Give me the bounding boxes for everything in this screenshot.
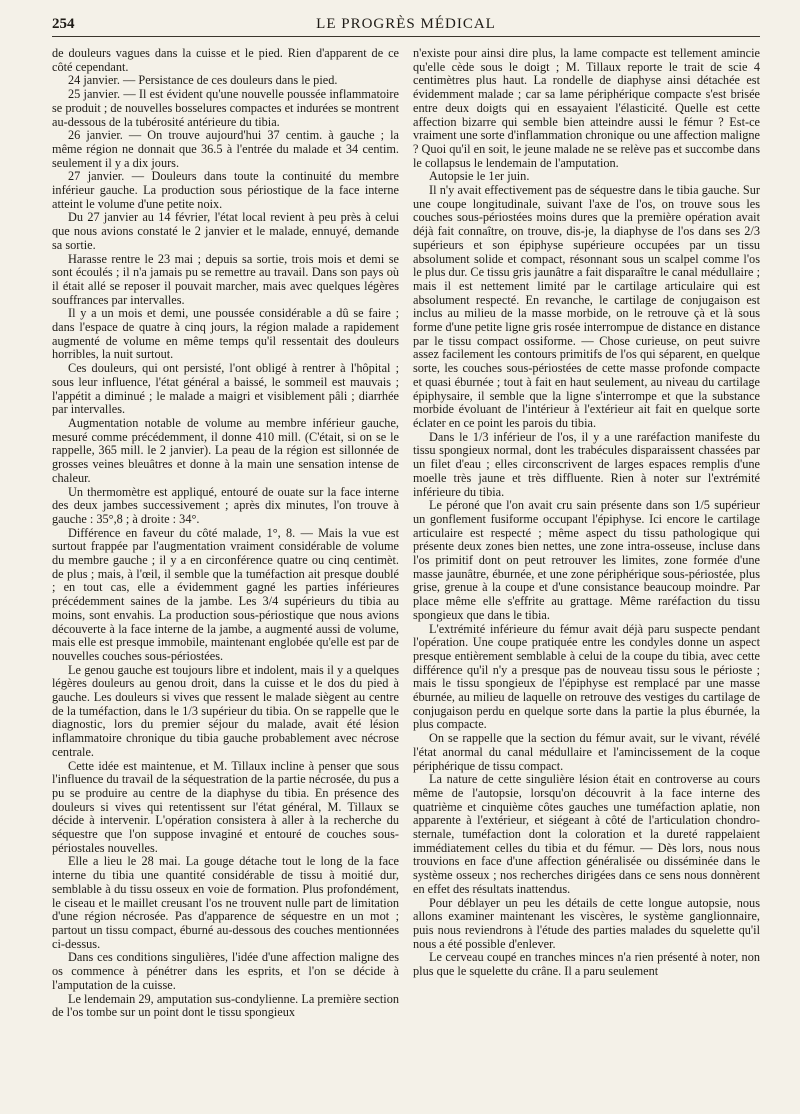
paragraph: L'extrémité inférieure du fémur avait déjà paru suspecte pendant l'opération. Une coupe pratiquée entre les condyles donne un aspect presque entièrement semblable à celui de la coupe du tibia, avec cette différence qu'il n'y a presque pas de nouveau tissu sous le périoste ; mais le tissu spongieux de l'épiphyse est remplacé par une masse éburnée, au milieu de laquelle on retrouve des vestiges du cartilage de conjugaison perdu en quelque sorte dans la partie la plus éburnée, la plus compacte. [413,621,760,732]
paragraph: Ces douleurs, qui ont persisté, l'ont obligé à rentrer à l'hôpital ; sous leur influence, l'état général a baissé, le sommeil est mauvais ; l'appétit a diminué ; le malade a maigri et visiblement pâli ; diarrhée par intervalles. [52,361,399,417]
left-column [52,47,399,1020]
paragraph: 25 janvier. — Il est évident qu'une nouvelle poussée inflammatoire se produit ; de nouvelles bosselures compactes et indurées se montrent au-dessous de la tubérosité antérieure du tibia. [52,87,399,129]
paragraph: Elle a lieu le 28 mai. La gouge détache tout le long de la face interne du tibia une quantité considérable de tissu à moitié dur, semblable à du tissu osseux en voie de formation. Plus profondément, le ciseau et le maillet creusant l'os ne trouvent nulle part de limitation d'une région nécrosée. Pas d'apparence de séquestre en un mot ; partout un tissu compact, éburné au-dessous des couches mentionnées ci-dessus. [52,854,399,951]
paragraph: Le genou gauche est toujours libre et indolent, mais il y a quelques légères douleurs au genou droit, dans la cuisse et le dos du pied à gauche. Les douleurs si vives que ressent le malade siègent au centre de la tuméfaction, dans le 1/3 supérieur du tibia. On se rappelle que le diagnostic, lors du premier séjour du malade, avait été lésion inflammatoire chronique du tibia gauche probablement avec nécrose centrale. [52,662,399,759]
paragraph: Un thermomètre est appliqué, entouré de ouate sur la face interne des deux jambes successivement ; après dix minutes, l'on trouve à gauche : 35°,8 ; à droite : 34°. [52,484,399,526]
paragraph: de douleurs vagues dans la cuisse et le pied. Rien d'apparent de ce côté cependant. [52,47,399,74]
page-number: 254 [52,16,75,32]
journal-title: LE PROGRÈS MÉDICAL [316,16,496,32]
paragraph: n'existe pour ainsi dire plus, la lame compacte est tellement amincie qu'elle cède sous le doigt ; M. Tillaux reporte le trait de scie 4 centimètres plus haut. La rondelle de diaphyse ainsi détachée est évidemment malade ; car sa lame périphérique compacte s'est brisée entre deux doigts qui en essayaient l'élasticité. Quelle est cette affection bizarre qui semble bien atteindre aussi le fémur ? Est-ce vraiment une sorte d'inflammation chronique ou une affection maligne ? Quoi qu'il en soit, le jeune malade ne se relève pas et succombe dans le collapsus le lendemain de l'amputation. [413,47,760,170]
paragraph: Dans le 1/3 inférieur de l'os, il y a une raréfaction manifeste du tissu spongieux normal, dont les trabécules disparaissent chassées par un filet d'eau ; elles circonscrivent de larges espaces remplis d'une moelle très jaune et très diffluente. Rien à noter sur l'extrémité inférieure du tibia. [413,429,760,499]
paragraph: Dans ces conditions singulières, l'idée d'une affection maligne des os commence à pénétrer dans les esprits, et l'on se décide à l'amputation de la cuisse. [52,950,399,992]
paragraph: Pour déblayer un peu les détails de cette longue autopsie, nous allons examiner maintenant les viscères, le système ganglionnaire, puis nous reviendrons à l'étude des parties malades du squelette qu'il nous a été possible d'enlever. [413,895,760,951]
paragraph: Harasse rentre le 23 mai ; depuis sa sortie, trois mois et demi se sont écoulés ; il n'a jamais pu se remettre au travail. Dans son pays où il était allé se reposer il pouvait marcher, mais avec quelques légères souffrances par intervalles. [52,251,399,307]
paragraph: On se rappelle que la section du fémur avait, sur le vivant, révélé l'état anormal du canal médullaire et l'amincissement de la coque périphérique de tissu compact. [413,731,760,773]
paragraph: Il y a un mois et demi, une poussée considérable a dû se faire ; dans l'espace de quatre à cinq jours, la région malade a rapidement augmenté de volume en même temps qu'il ressentait des douleurs horribles, la nuit surtout. [52,306,399,362]
paragraph: Cette idée est maintenue, et M. Tillaux incline à penser que sous l'influence du travail de la séquestration de la partie nécrosée, du pus a pu se produire au centre de la diaphyse du tibia. En présence des douleurs si vives qui retentissent sur l'état général, M. Tillaux se décide à intervenir. L'opération consistera à aller à la recherche du séquestre que l'on suppose invaginé et entouré de couches sous-périostales nouvelles. [52,758,399,855]
paragraph: Augmentation notable de volume au membre inférieur gauche, mesuré comme précédemment, il donne 410 mill. (C'était, si on se le rappelle, 365 mill. le 2 janvier). La peau de la région est sillonnée de grosses veines bleuâtres et donne à la main une sensation intense de chaleur. [52,415,399,485]
paragraph: Le cerveau coupé en tranches minces n'a rien présenté à noter, non plus que le squelette du crâne. Il a paru seulement [413,950,760,979]
text-columns [52,47,760,1020]
paragraph: Autopsie le 1er juin. [429,169,530,184]
paragraph: La nature de cette singulière lésion était en controverse au cours même de l'autopsie, lorsqu'on découvrit à la face interne des quatrième et cinquième côtes gauches une tuméfaction aplatie, non apparente à l'extérieur, et siégeant à côté de l'articulation chondro-sternale, tuméfaction dont la coloration et la dureté rappelaient immédiatement celles du tibia et du fémur. — Dès lors, nous nous trouvions en face d'une affection généralisée ou disséminée dans le système osseux ; nos recherches dirigées dans ce sens nous donnèrent en effet des résultats inattendus. [413,772,760,896]
page-header [52,10,760,37]
paragraph: 24 janvier. — Persistance de ces douleurs dans le pied. [68,73,338,88]
paragraph: Il n'y avait effectivement pas de séquestre dans le tibia gauche. Sur une coupe longitudinale, suivant l'axe de l'os, on trouve sous les couches sous-périostées moins dures que la première opération avait déjà fait connaître, on trouve, dis-je, la diaphyse de l'os dans ses 2/3 supérieurs et son épiphyse supérieure occupées par un tissu absolument solide et compact, résonnant sous un scalpel comme l'os le plus dur. Ce tissu gris jaunâtre a fait disparaître le canal médullaire ; mais il est nettement limité par le cartilage articulaire qui est absolument respecté. En revanche, le cartilage de conjugaison est inclus au milieu de la masse morbide, on le retrouve çà et là sous forme d'une petite ligne gris rosée interrompue de distance en distance par le tissu compact ossiforme. — Chose curieuse, on peut suivre assez facilement les contours primitifs de l'os qui séparent, en quelque sorte, les couches sous-périostées de cette masse profonde compacte et quasi éburnée ; tout à fait en haut seulement, au niveau du cartilage épiphysaire, il semble que la ligne s'interrompe et que la substance morbide évoluant de l'intérieur à l'extérieur ait fait en quelque sorte éclater en ce point les parois du tibia. [413,183,760,430]
paragraph: 26 janvier. — On trouve aujourd'hui 37 centim. à gauche ; la même région ne donnait que 36.5 à l'entrée du malade et 34 centim. seulement il y a dix jours. [52,128,399,170]
right-column [413,47,760,1020]
paragraph: Le péroné que l'on avait cru sain présente dans son 1/5 supérieur un gonflement fusiforme occupant l'épiphyse. Ici encore le cartilage articulaire est respecté ; même aspect du tissu pathologique qui présente deux zones bien nettes, une zone intra-osseuse, incluse dans l'os primitif dont on peut retrouver les limites, zone formée d'une masse jaunâtre, éburnée, et une zone périphérique sous-périostée, plus grise, grenue à la coupe et d'une consistance beaucoup moindre. Par place même elle s'effrite au grattage. Même raréfaction du tissu spongieux que dans le tibia. [413,498,760,622]
paragraph: Le lendemain 29, amputation sus-condylienne. La première section de l'os tombe sur un point dont le tissu spongieux [52,991,399,1020]
paragraph: Différence en faveur du côté malade, 1°, 8. — Mais la vue est surtout frappée par l'augmentation vraiment considérable de volume du membre gauche ; il y a en circonférence quatre ou cinq centimèt. de plus ; mais, à l'œil, il semble que la tuméfaction ait presque doublé ; en tout cas, elle a évidemment gagné les parties inférieures précédemment saines de la jambe. Les 3/4 supérieurs du tibia au moins, sont envahis. La production sous-périostique que nous avions découverte à la face interne de la jambe, a augmenté aussi de volume, mais elle est presque immobile, maintenant englobée qu'elle est par de nouvelles couches sous-périostées. [52,525,399,663]
paragraph: 27 janvier. — Douleurs dans toute la continuité du membre inférieur gauche. La production sous périostique de la face interne atteint le volume d'une petite noix. [52,169,399,211]
paragraph: Du 27 janvier au 14 février, l'état local revient à peu près à celui que nous avions constaté le 2 janvier et le malade, ennuyé, demande sa sortie. [52,210,399,252]
